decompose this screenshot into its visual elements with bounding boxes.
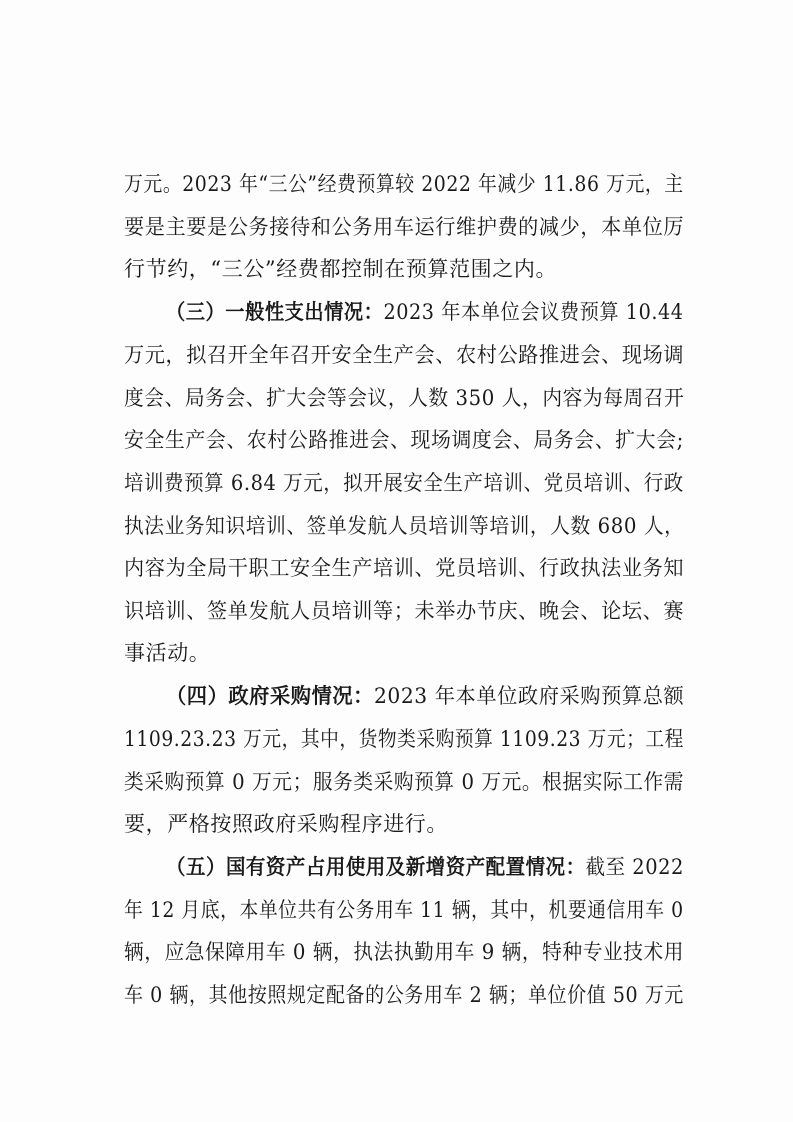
text-line	[124, 983, 684, 1007]
section-heading-four: （四）政府采购情况：	[166, 683, 374, 708]
text-line	[124, 386, 685, 410]
line-text: 2023 年本单位会议费预算 10.44	[383, 300, 684, 324]
line-text: 度会、局务会、扩大会等会议，人数 350 人，内容为每周召开	[124, 386, 685, 410]
section-heading-line	[166, 854, 684, 879]
line-text: 行节约，“三公”经费都控制在预算范围之内。	[124, 257, 558, 281]
text-line	[124, 257, 684, 281]
line-text: 年 12 月底，本单位共有公务用车 11 辆，其中，机要通信用车 0	[124, 898, 684, 922]
text-line	[124, 343, 685, 367]
line-text: 车 0 辆，其他按照规定配备的公务用车 2 辆；单位价值 50 万元	[124, 983, 684, 1007]
text-line	[124, 727, 684, 751]
section-heading-five: （五）国有资产占用使用及新增资产配置情况：	[166, 854, 586, 879]
line-text: 截至 2022	[585, 855, 684, 879]
text-line	[124, 428, 684, 452]
text-line	[124, 556, 685, 580]
line-text: 识培训、签单发航人员培训等；未举办节庆、晚会、论坛、赛	[124, 599, 685, 623]
line-text: 培训费预算 6.84 万元，拟开展安全生产培训、党员培训、行政	[124, 471, 684, 495]
section-heading-three: （三）一般性支出情况：	[166, 299, 384, 324]
line-text: 内容为全局干职工安全生产培训、党员培训、行政执法业务知	[124, 556, 685, 580]
line-text: 安全生产会、农村公路推进会、现场调度会、局务会、扩大会;	[124, 428, 684, 452]
text-line	[124, 812, 684, 836]
text-line	[124, 599, 685, 623]
line-text: 事活动。	[124, 641, 211, 665]
text-line	[124, 940, 685, 964]
text-line	[124, 172, 684, 196]
text-line	[124, 770, 685, 794]
line-text: 执法业务知识培训、签单发航人员培训等培训，人数 680 人，	[124, 514, 685, 538]
line-text: 万元。2023 年“三公”经费预算较 2022 年减少 11.86 万元，主	[124, 172, 684, 196]
line-text: 2023 年本单位政府采购预算总额	[373, 684, 685, 708]
line-text: 万元，拟召开全年召开安全生产会、农村公路推进会、现场调	[124, 343, 685, 367]
section-heading-line	[166, 683, 685, 708]
text-line	[124, 641, 684, 665]
section-heading-line	[166, 299, 684, 324]
line-text: 要，严格按照政府采购程序进行。	[124, 812, 448, 836]
line-text: 1109.23.23 万元，其中，货物类采购预算 1109.23 万元；工程	[124, 727, 684, 751]
text-line	[124, 471, 684, 495]
text-line	[124, 215, 685, 239]
line-text: 辆，应急保障用车 0 辆，执法执勤用车 9 辆，特种专业技术用	[124, 940, 685, 964]
text-line	[124, 898, 684, 922]
line-text: 要是主要是公务接待和公务用车运行维护费的减少，本单位厉	[124, 215, 685, 239]
text-line	[124, 514, 685, 538]
line-text: 类采购预算 0 万元；服务类采购预算 0 万元。根据实际工作需	[124, 770, 685, 794]
